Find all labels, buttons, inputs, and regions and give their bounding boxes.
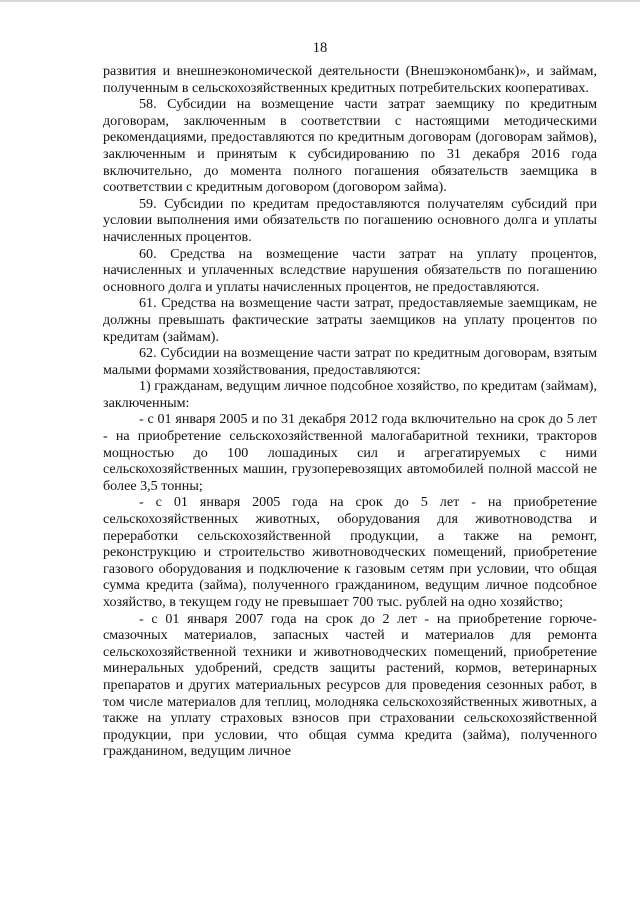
paragraph-62-item-1-dash-c: - с 01 января 2007 года на срок до 2 лет - на приобретение горюче-смазочных материалов, запасных частей и материалов для ремонта сельскохозяйственной техники и животноводческих помещений, приобретение минеральных удобрений, средств защиты растений, кормов, ветеринарных препаратов и других материальных ресурсов для проведения сезонных работ, в том числе материалов для теплиц, молодняка сельскохозяйственных животных, а также на уплату страховых взносов при страховании сельскохозяйственной продукции, при условии, что общая сумма кредита (займа), полученного гражданином, ведущим личное bbox=[103, 610, 597, 760]
paragraph-62-item-1-dash-b: - с 01 января 2005 года на срок до 5 лет - на приобретение сельскохозяйственных животных, оборудования для животноводства и переработки сельскохозяйственной продукции, а также на ремонт, реконструкцию и строительство животноводческих помещений, приобретение газового оборудования и подключение к газовым сетям при условии, что общая сумма кредита (займа), полученного гражданином, ведущим личное подсобное хозяйство, в текущем году не превышает 700 тыс. рублей на одно хозяйство; bbox=[103, 494, 597, 610]
paragraph-62-item-1: 1) гражданам, ведущим личное подсобное хозяйство, по кредитам (займам), заключенным: bbox=[103, 378, 597, 411]
paragraph-59: 59. Субсидии по кредитам предоставляются получателям субсидий при условии выполнения ими обязательств по погашению основного долга и уплаты начисленных процентов. bbox=[103, 195, 597, 245]
paragraph-62: 62. Субсидии на возмещение части затрат по кредитным договорам, взятым малыми формами хозяйствования, предоставляются: bbox=[103, 345, 597, 378]
paragraph-60: 60. Средства на возмещение части затрат на уплату процентов, начисленных и уплаченных вследствие нарушения обязательств по погашению основного долга и уплаты начисленных процентов, не предоставляются. bbox=[103, 245, 597, 295]
paragraph-continuation: развития и внешнеэкономической деятельности (Внешэкономбанк)», и займам, полученным в сельскохозяйственных кредитных потребительских кооперативах. bbox=[103, 63, 597, 96]
paragraph-58: 58. Субсидии на возмещение части затрат заемщику по кредитным договорам, заключенным в соответствии с настоящими методическими рекомендациями, предоставляются по кредитным договорам (договорам займов), заключенным и принятым к субсидированию по 31 декабря 2016 года включительно, до момента полного погашения обязательств заемщика в соответствии с кредитным договором (договором займа). bbox=[103, 96, 597, 196]
body-text bbox=[103, 63, 597, 760]
scan-edge-line bbox=[0, 0, 640, 2]
paragraph-62-item-1-dash-a: - с 01 января 2005 и по 31 декабря 2012 года включительно на срок до 5 лет - на приобретение сельскохозяйственной малогабаритной техники, тракторов мощностью до 100 лошадиных сил и агрегатируемых с ними сельскохозяйственных машин, грузоперевозящих автомобилей полной массой не более 3,5 тонны; bbox=[103, 411, 597, 494]
page-number: 18 bbox=[312, 40, 328, 56]
paragraph-61: 61. Средства на возмещение части затрат, предоставляемые заемщикам, не должны превышать фактические затраты заемщиков на уплату процентов по кредитам (займам). bbox=[103, 295, 597, 345]
